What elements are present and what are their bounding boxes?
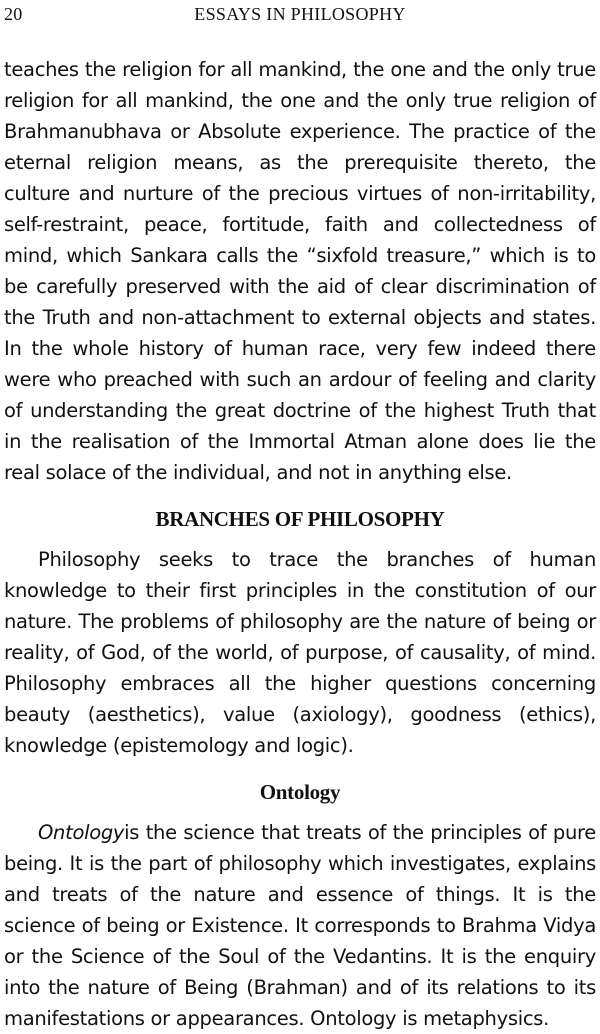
- paragraph-ontology-text: is the science that treats of the principles of pure being. It is the part of philosophy which investigates, explains and treats of the nature and essence of things. It is the science of being or Existence. It corresponds to Brahma Vidya or the Science of the Soul of the Vedantins. It is the enquiry into the nature of Being (Brahman) and of its relations to its manifestations or appearances. Ontology is metaphysics.: [4, 821, 596, 1030]
- term-ontology: Ontology: [38, 821, 125, 844]
- paragraph-branches: Philosophy seeks to trace the branches of human knowledge to their first principles in the constitution of our nature. The problems of philosophy are the nature of being or reality, of God, of the world, of purpose, of causality, of mind. Philosophy embraces all the higher questions concerning beauty (aesthetics), value (axiology), goodness (ethics), knowledge (epistemology and logic).: [4, 548, 596, 757]
- running-title: ESSAYS IN PHILOSOPHY: [194, 4, 406, 24]
- paragraph-continuation: teaches the religion for all mankind, the one and the only true religion for all mankind, the one and the only true religion of Brahmanubhava or Absolute experience. The practice of the eternal religion means, as the prerequisite thereto, the culture and nurture of the precious virtues of non-irritability, self-restraint, peace, fortitude, faith and collectedness of mind, which Sankara calls the “sixfold treasure,” which is to be carefully preserved with the aid of clear discrimination of the Truth and non-attachment to external objects and states. In the whole history of human race, very few indeed there were who preached with such an ardour of feeling and clarity of understanding the great doctrine of the highest Truth that in the realisation of the Immortal Atman alone does lie the real solace of the individual, and not in anything else.: [4, 58, 596, 484]
- subsection-heading: Ontology: [259, 780, 341, 804]
- page-number: 20: [4, 4, 23, 24]
- section-heading: BRANCHES OF PHILOSOPHY: [155, 507, 445, 531]
- paragraph-ontology: [4, 817, 596, 1034]
- page-header: [0, 4, 600, 28]
- page-body: [4, 54, 596, 1034]
